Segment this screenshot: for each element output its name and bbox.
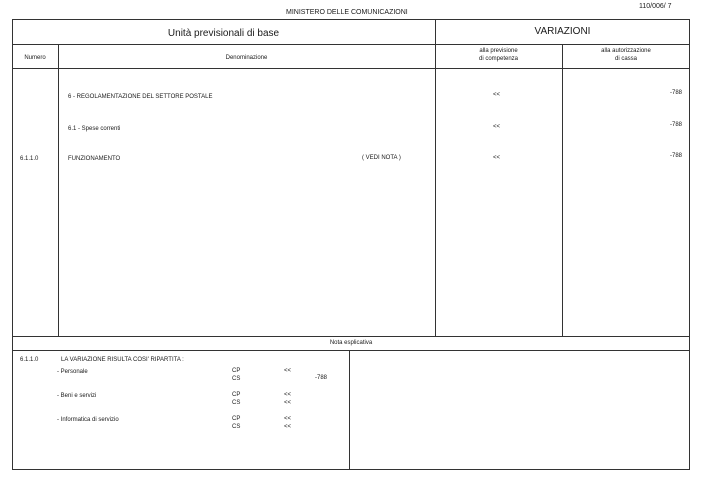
column-header-cassa-2: di cassa	[614, 56, 637, 62]
note-item-1-cs: CS	[232, 376, 241, 382]
ministry-title: MINISTERO DELLE COMUNICAZIONI	[286, 9, 408, 16]
group-header-variazioni: VARIAZIONI	[534, 26, 591, 37]
row-3-denominazione: FUNZIONAMENTO	[68, 156, 121, 162]
note-item-3-cs: CS	[232, 424, 241, 430]
row-3-cassa: -788	[669, 153, 682, 159]
column-header-numero: Numero	[24, 55, 46, 61]
note-numero: 6.1.1.0	[20, 357, 39, 363]
note-item-1-label: - Personale	[57, 369, 88, 375]
row-1-competenza: <<	[493, 92, 501, 98]
note-item-2-cs-value: <<	[284, 400, 292, 406]
note-item-3-cs-value: <<	[284, 424, 292, 430]
row-3-note-reference: ( VEDI NOTA )	[362, 155, 401, 161]
note-heading: LA VARIAZIONE RISULTA COSI' RIPARTITA :	[61, 357, 184, 363]
cassa-column-divider	[562, 44, 563, 336]
row-2-competenza: <<	[493, 124, 501, 130]
note-item-1-cp-value: <<	[284, 368, 292, 374]
note-title: Nota esplicativa	[329, 340, 373, 346]
note-item-1-cs-value: -788	[315, 375, 328, 381]
row-1-denominazione: 6 - REGOLAMENTAZIONE DEL SETTORE POSTALE	[68, 94, 213, 100]
note-top-divider	[12, 336, 690, 337]
note-item-2-cp: CP	[232, 392, 241, 398]
column-header-competenza-2: di competenza	[478, 56, 519, 62]
row-2-cassa: -788	[669, 122, 682, 128]
note-item-3-cp: CP	[232, 416, 241, 422]
note-item-3-cp-value: <<	[284, 416, 292, 422]
note-column-divider	[349, 350, 350, 470]
column-header-divider	[12, 68, 690, 69]
note-title-divider	[12, 350, 690, 351]
row-1-cassa: -788	[669, 90, 682, 96]
column-header-denominazione: Denominazione	[225, 55, 268, 61]
note-item-2-cs: CS	[232, 400, 241, 406]
note-item-2-label: - Beni e servizi	[57, 393, 97, 399]
main-table-frame	[12, 19, 690, 470]
column-header-competenza-1: alla previsione	[479, 48, 518, 54]
row-2-denominazione: 6.1 - Spese correnti	[68, 126, 121, 132]
page-reference: 110/006/ 7	[639, 3, 672, 10]
header-divider	[12, 44, 690, 45]
note-item-1-cp: CP	[232, 368, 241, 374]
note-item-3-label: - Informatica di servizio	[57, 417, 119, 423]
variazioni-divider	[435, 19, 436, 336]
note-item-2-cp-value: <<	[284, 392, 292, 398]
column-header-cassa-1: alla autorizzazione	[601, 48, 651, 54]
group-header-unita: Unità previsionali di base	[167, 28, 280, 39]
row-3-competenza: <<	[493, 155, 501, 161]
numero-column-divider	[58, 44, 59, 336]
row-3-numero: 6.1.1.0	[20, 156, 39, 162]
